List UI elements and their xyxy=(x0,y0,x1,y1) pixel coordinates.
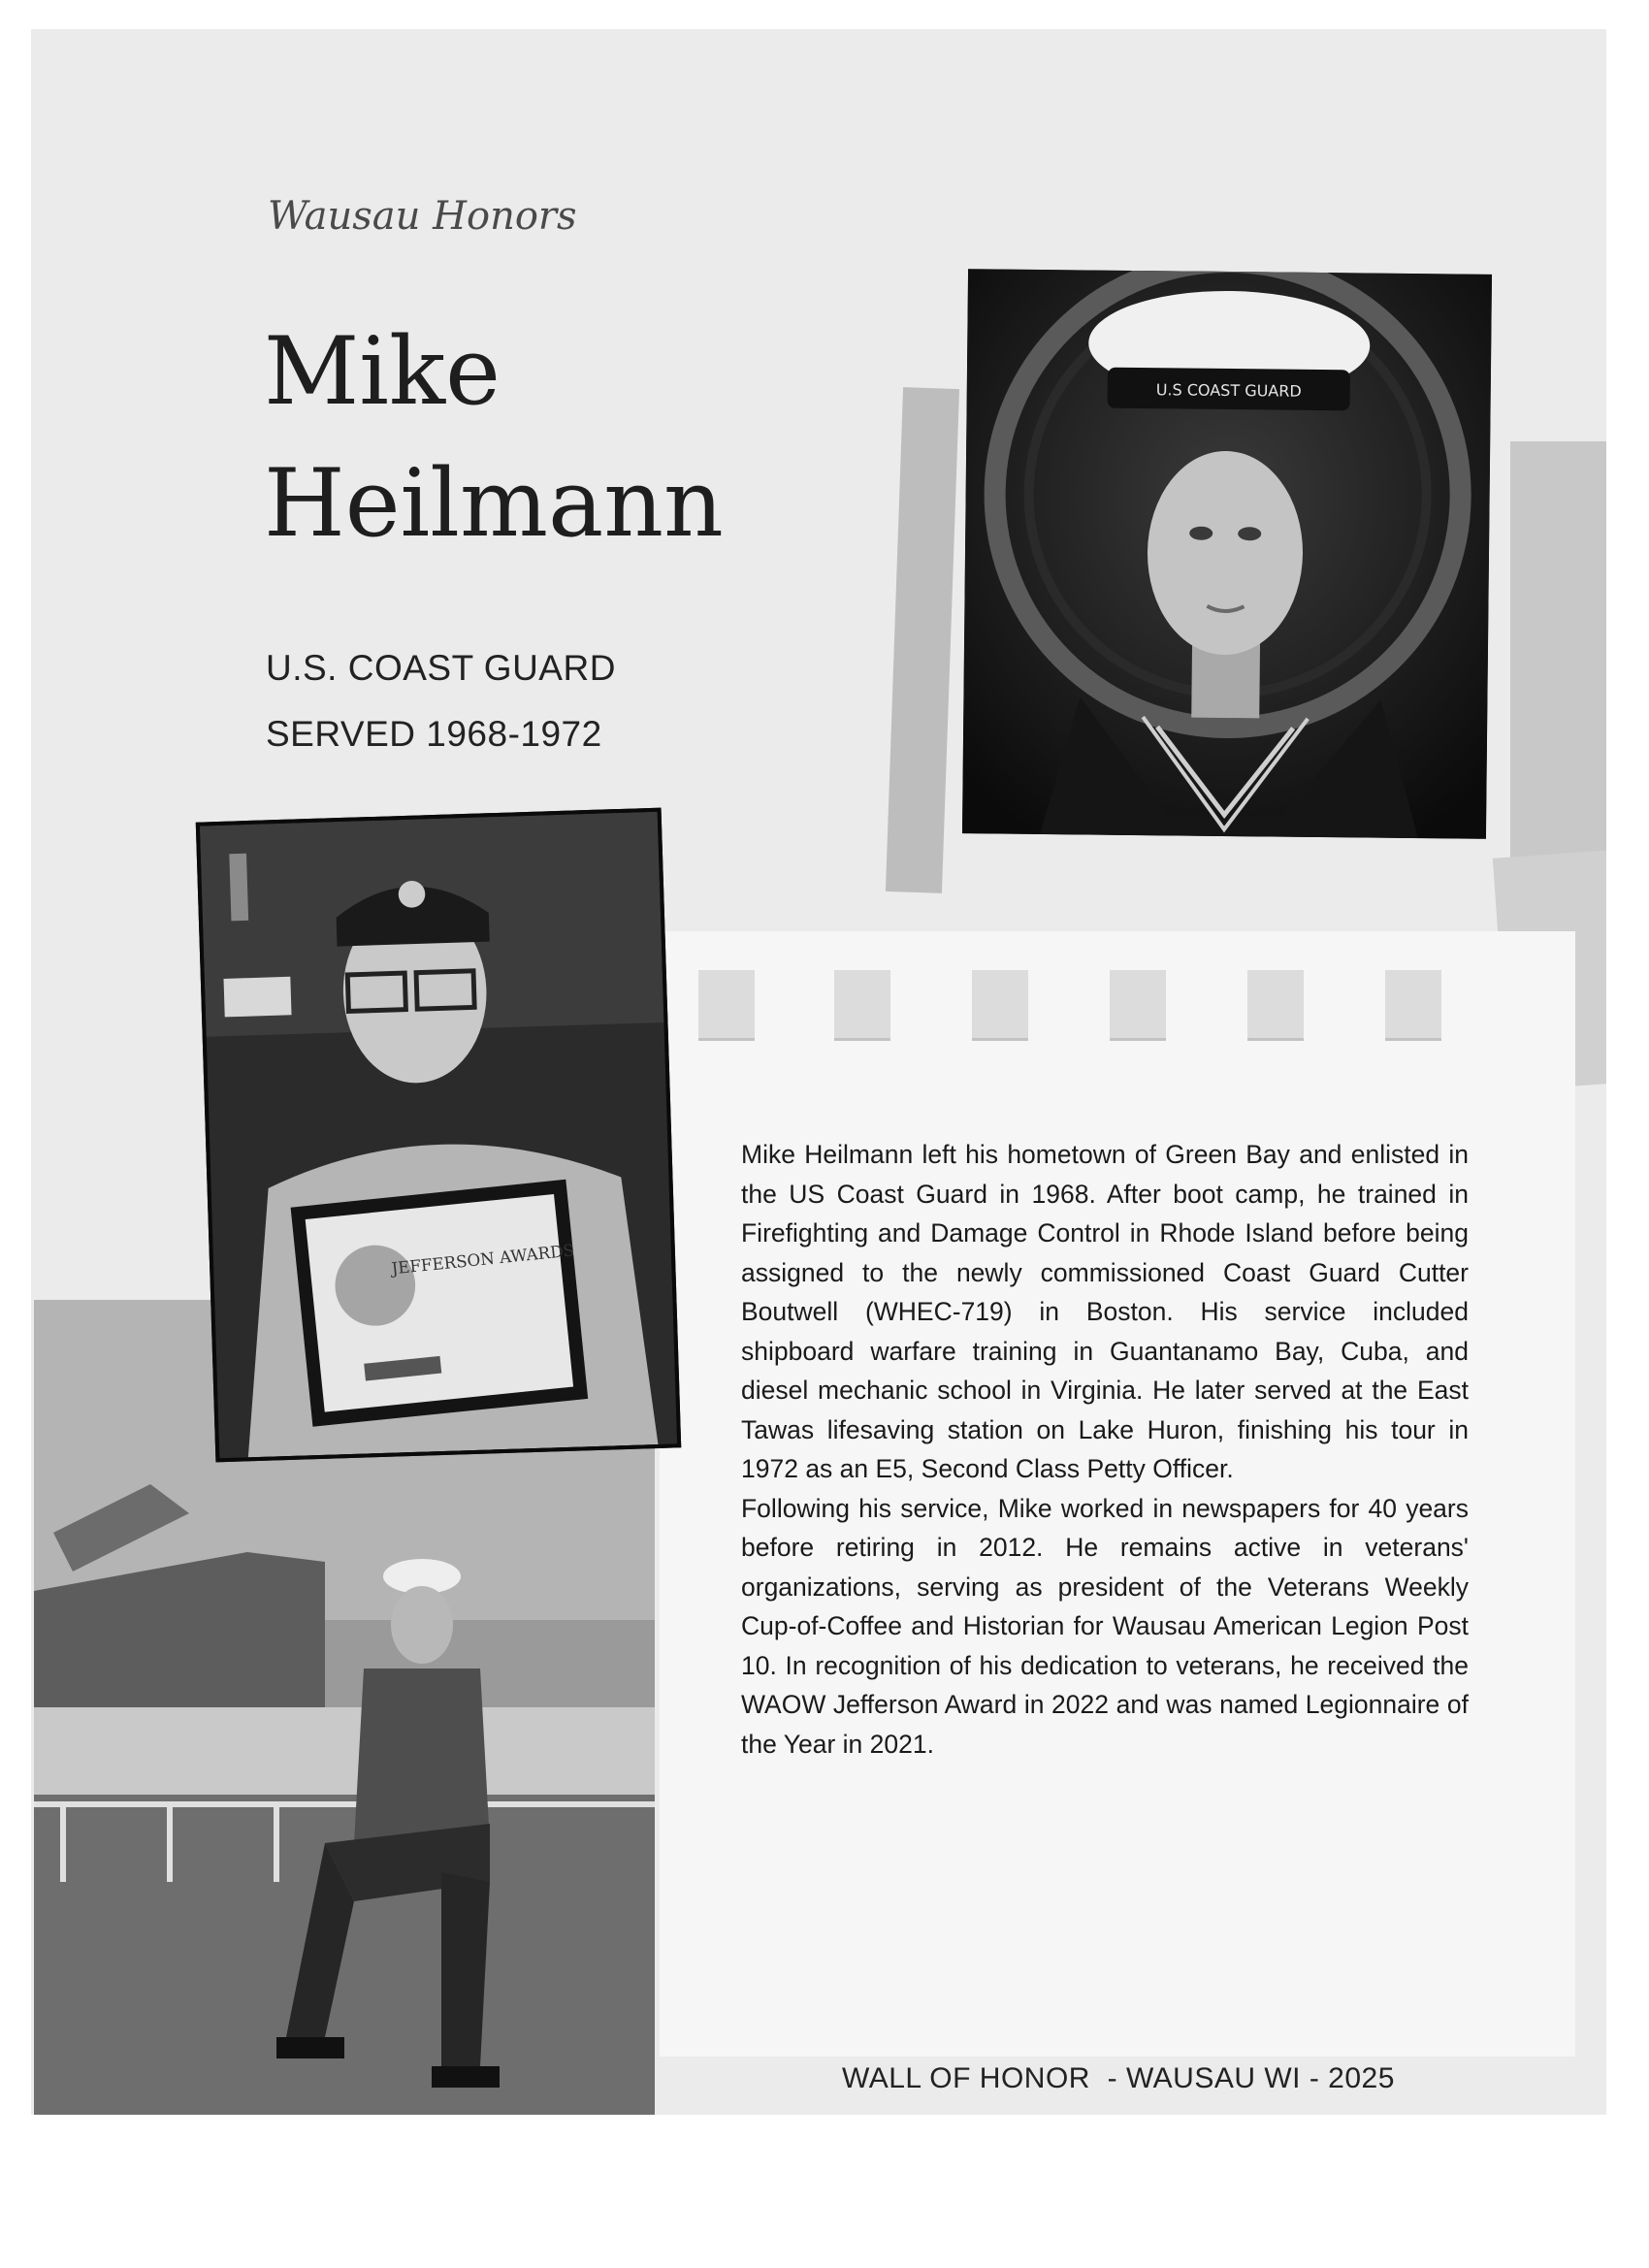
bio-text xyxy=(741,1135,1469,1764)
service-branch: U.S. COAST GUARD xyxy=(266,648,616,688)
veteran-name xyxy=(264,306,724,569)
service-years: SERVED 1968-1972 xyxy=(266,714,602,754)
page-sheet xyxy=(31,29,1606,2115)
decorative-tabs xyxy=(698,970,1552,1038)
cap-band-text: U.S COAST GUARD xyxy=(1155,380,1302,401)
portrait-photo xyxy=(962,269,1492,839)
footer-text: WALL OF HONOR - WAUSAU WI - 2025 xyxy=(842,2062,1395,2094)
last-name: Heilmann xyxy=(264,449,724,558)
award-photo xyxy=(196,808,681,1463)
first-name: Mike xyxy=(264,317,501,426)
service-info xyxy=(266,635,616,767)
certificate-title: JEFFERSON AWARDS xyxy=(390,1240,575,1279)
page-kicker: Wausau Honors xyxy=(268,194,577,239)
bio-paragraph: Following his service, Mike worked in newspapers for 40 years before retiring in 2012. He remains active in veterans' organizations, serving as president of the Veterans Weekly Cup-of-Coffee and Historian for Wausau American Legion Post 10. In recognition of his dedication to veterans, he received the WAOW Jefferson Award in 2022 and was named Legionnaire of the Year in 2021. xyxy=(741,1493,1469,1759)
bio-paragraph: Mike Heilmann left his hometown of Green Bay and enlisted in the US Coast Guard in 1968. After boot camp, he trained in Firefighting and Damage Control in Rhode Island before being assigned to the newly commissioned Coast Guard Cutter Boutwell (WHEC-719) in Boston. His service included shipboard warfare training in Guantanamo Bay, Cuba, and diesel mechanic school in Virginia. He later served at the East Tawas lifesaving station on Lake Huron, finishing his tour in 1972 as an E5, Second Class Petty Officer. xyxy=(741,1140,1469,1483)
decorative-strip xyxy=(886,387,959,893)
decorative-strip xyxy=(1510,441,1606,907)
